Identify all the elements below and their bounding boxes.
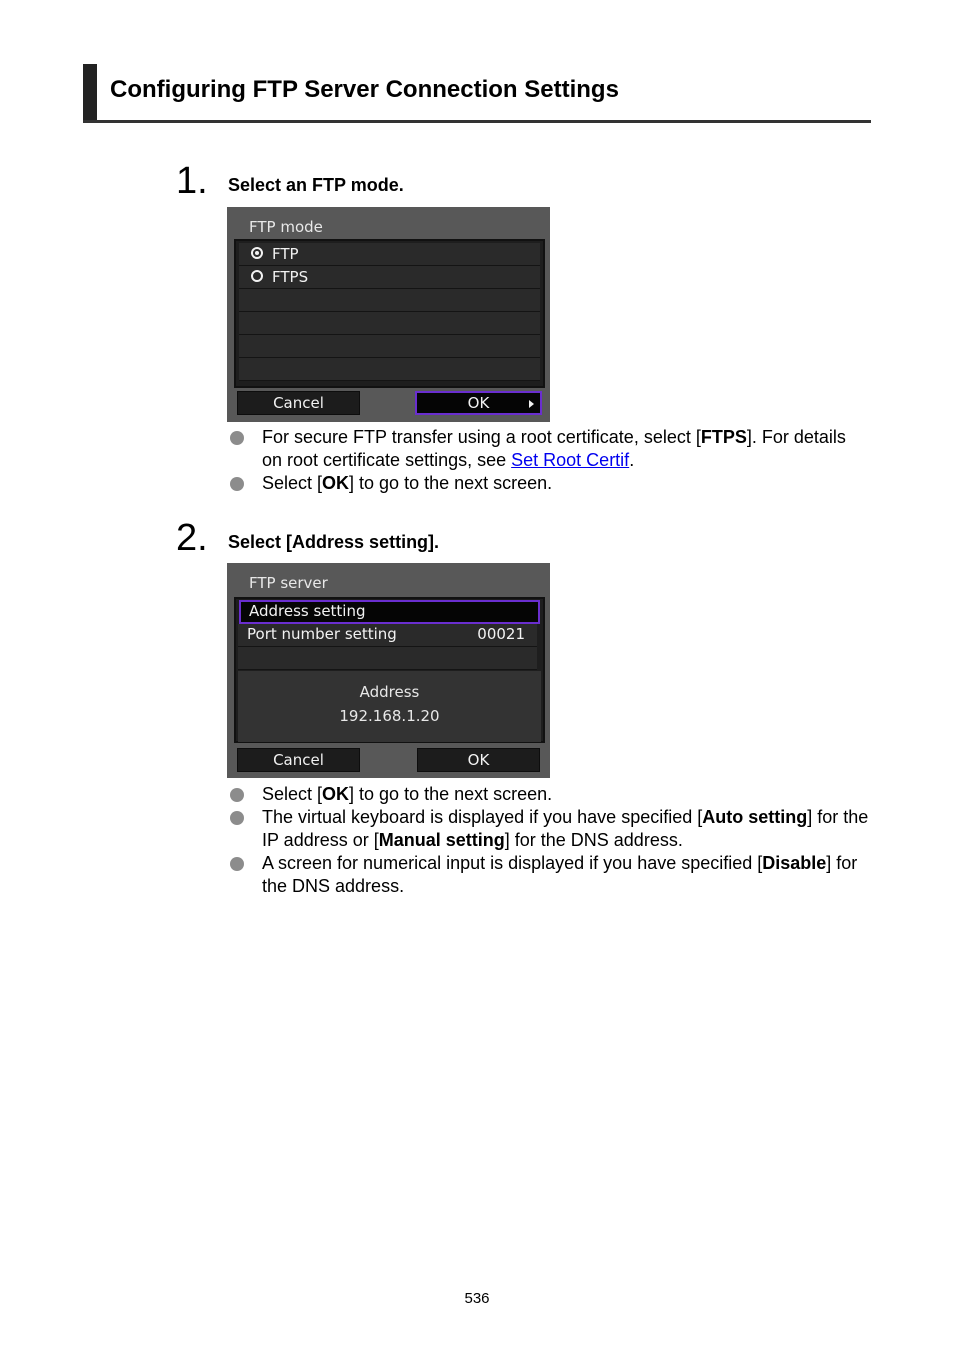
- empty-row: [239, 358, 540, 381]
- list-item: [230, 852, 870, 898]
- row-label: Port number setting: [247, 625, 397, 643]
- port-value: 00021: [477, 625, 525, 643]
- ok-button[interactable]: [415, 391, 542, 415]
- note-bold: Auto setting: [702, 807, 808, 827]
- ftp-mode-screen: [227, 207, 550, 422]
- port-number-row[interactable]: [238, 624, 537, 647]
- step-1-notes: [230, 426, 870, 495]
- list-item: [230, 783, 870, 806]
- ok-button[interactable]: OK: [417, 748, 540, 772]
- address-info: [238, 671, 541, 742]
- step-1-text: Select an FTP mode.: [228, 175, 404, 195]
- ftp-server-screen: [227, 563, 550, 778]
- screen-title: FTP server: [249, 574, 328, 592]
- bullet-icon: [230, 788, 244, 802]
- address-setting-row[interactable]: [239, 600, 540, 624]
- bullet-icon: [230, 811, 244, 825]
- screen-title: FTP mode: [249, 218, 323, 236]
- heading-bar: [83, 64, 97, 120]
- note-text: ] to go to the next screen.: [349, 784, 553, 804]
- page-title: Configuring FTP Server Connection Settings: [110, 76, 619, 103]
- cancel-button[interactable]: Cancel: [237, 391, 360, 415]
- step-2-text: Select [Address setting].: [228, 532, 440, 552]
- note-text: ]. For details on root certificate settings, see: [262, 427, 846, 470]
- list-item: [230, 472, 870, 495]
- note-text: ] for the DNS address.: [504, 830, 683, 850]
- note-text: For secure FTP transfer using a root certificate, select [: [262, 427, 701, 447]
- radio-unselected-icon: [251, 270, 263, 282]
- page-number: 536: [464, 1290, 490, 1307]
- note-text: ] for the DNS address.: [262, 853, 858, 896]
- arrow-right-icon: [529, 400, 534, 408]
- note-text: Select [: [262, 784, 323, 804]
- note-bold: OK: [322, 473, 350, 493]
- cancel-button[interactable]: Cancel: [237, 748, 360, 772]
- note-bold: OK: [322, 784, 350, 804]
- list-item: [230, 806, 870, 852]
- ftp-server-list: [234, 597, 545, 743]
- note-text: .: [629, 450, 635, 470]
- empty-row: [238, 647, 537, 670]
- note-text: Select [: [262, 473, 323, 493]
- section-heading: [83, 64, 871, 123]
- note-text: A screen for numerical input is displayed if you have specified [: [262, 853, 763, 873]
- step-2-notes: [230, 783, 870, 898]
- option-label: FTPS: [272, 268, 309, 286]
- info-label: Address: [359, 683, 420, 701]
- row-label: Address setting: [249, 602, 366, 620]
- info-value: 192.168.1.20: [339, 707, 440, 725]
- ftp-mode-list: [234, 239, 545, 388]
- note-text: ] to go to the next screen.: [349, 473, 553, 493]
- set-root-certif-link[interactable]: Set Root Certif: [511, 450, 630, 470]
- note-bold: Manual setting: [378, 830, 505, 850]
- ok-label: OK: [467, 394, 490, 412]
- note-bold: Disable: [762, 853, 827, 873]
- option-ftps[interactable]: [239, 266, 540, 289]
- note-bold: FTPS: [700, 427, 747, 447]
- radio-selected-icon: [251, 247, 263, 259]
- option-label: FTP: [272, 245, 299, 263]
- empty-row: [239, 312, 540, 335]
- list-item: [230, 426, 870, 472]
- bullet-icon: [230, 431, 244, 445]
- option-ftp[interactable]: [239, 243, 540, 266]
- note-text: ] for the IP address or [: [262, 807, 869, 850]
- step-1-number: 1.: [176, 160, 208, 202]
- step-2-number: 2.: [176, 517, 208, 559]
- bullet-icon: [230, 857, 244, 871]
- empty-row: [239, 335, 540, 358]
- bullet-icon: [230, 477, 244, 491]
- empty-row: [239, 289, 540, 312]
- note-text: The virtual keyboard is displayed if you have specified [: [262, 807, 703, 827]
